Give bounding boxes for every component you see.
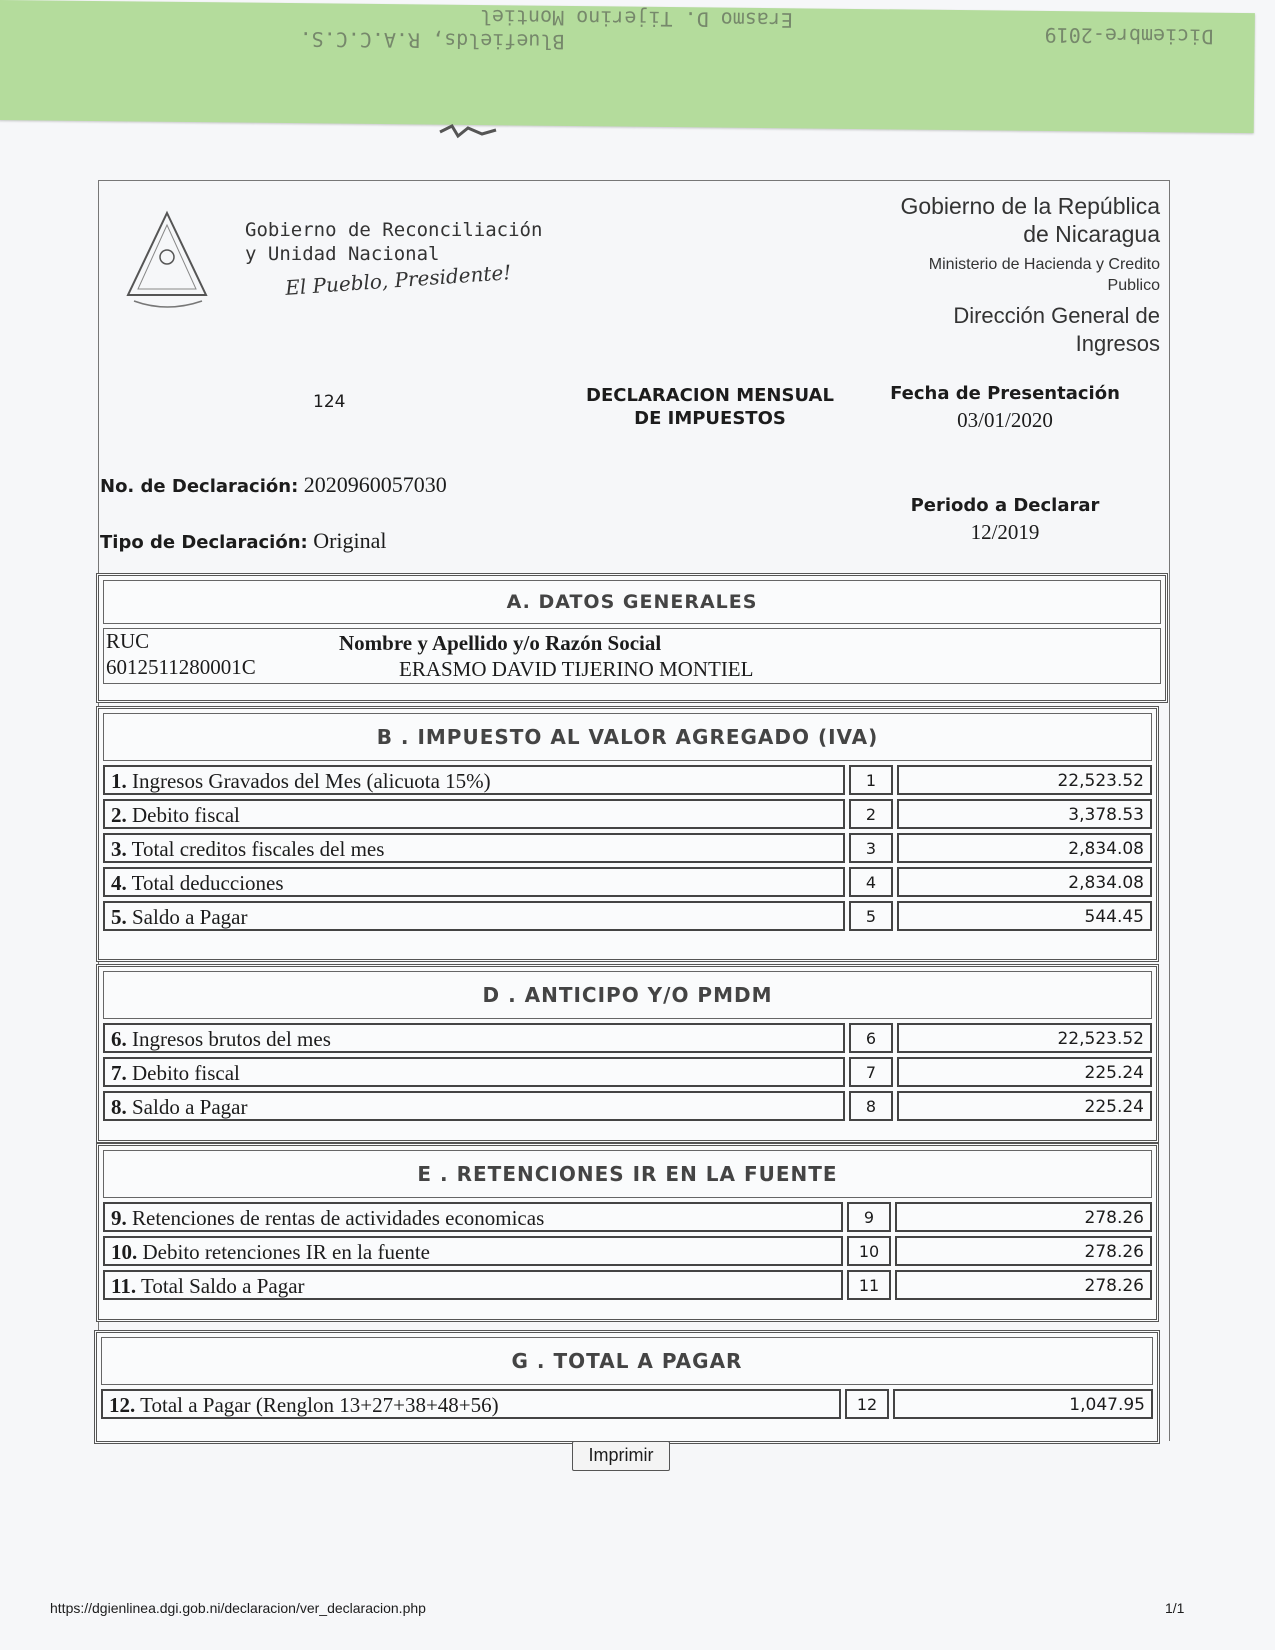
footer-url: https://dgienlinea.dgi.gob.ni/declaracion/ver_declaracion.php xyxy=(50,1600,426,1616)
amount-cell: 2,834.08 xyxy=(897,867,1152,897)
row-label xyxy=(103,867,845,897)
line-number: 3 xyxy=(849,833,893,863)
row-label xyxy=(103,1202,843,1232)
declaration-type-label: Tipo de Declaración: xyxy=(100,532,308,553)
section-title: E . RETENCIONES IR EN LA FUENTE xyxy=(103,1150,1152,1198)
row-text: Saldo a Pagar xyxy=(132,905,248,929)
amount-cell: 22,523.52 xyxy=(897,1023,1152,1053)
declaration-number xyxy=(100,472,447,498)
bleedthrough-text: Diciembre-2019 xyxy=(1044,22,1214,49)
datos-grid xyxy=(103,628,1161,684)
declared-period-label: Periodo a Declarar xyxy=(910,495,1100,516)
amount-cell: 1,047.95 xyxy=(893,1389,1153,1419)
row-number: 11. xyxy=(111,1274,137,1298)
row-number: 10. xyxy=(111,1240,138,1264)
ministry-line: Publico xyxy=(1107,277,1160,294)
table-row xyxy=(103,799,1152,829)
row-number: 12. xyxy=(109,1393,136,1417)
row-number: 8. xyxy=(111,1095,127,1119)
dgi-line: Dirección General de xyxy=(953,303,1160,328)
line-number: 5 xyxy=(849,901,893,931)
declared-period xyxy=(880,495,1130,545)
staple-icon xyxy=(438,122,498,140)
declaration-number-label: No. de Declaración: xyxy=(100,476,299,497)
issuer-header xyxy=(900,192,1160,358)
row-label xyxy=(103,1091,845,1121)
republic-line: Gobierno de la República xyxy=(900,193,1160,219)
row-number: 6. xyxy=(111,1027,127,1051)
row-number: 4. xyxy=(111,871,127,895)
section-iva xyxy=(96,706,1159,962)
attached-receipt-slip xyxy=(0,0,1255,133)
table-row xyxy=(101,1389,1153,1419)
declaration-type xyxy=(100,528,387,554)
row-text: Total a Pagar (Renglon 13+27+38+48+56) xyxy=(140,1393,499,1417)
amount-cell: 278.26 xyxy=(895,1236,1152,1266)
declared-period-value: 12/2019 xyxy=(970,520,1040,544)
row-text: Debito retenciones IR en la fuente xyxy=(142,1240,430,1264)
row-label xyxy=(103,1236,843,1266)
table-row xyxy=(103,1023,1152,1053)
amount-cell: 278.26 xyxy=(895,1202,1152,1232)
ministry-line: Ministerio de Hacienda y Credito xyxy=(928,256,1160,273)
line-number: 1 xyxy=(849,765,893,795)
section-datos-generales xyxy=(96,573,1168,703)
line-number: 10 xyxy=(847,1236,891,1266)
table-row xyxy=(103,867,1152,897)
submission-date-value: 03/01/2020 xyxy=(957,408,1053,432)
row-text: Total Saldo a Pagar xyxy=(140,1274,305,1298)
row-number: 2. xyxy=(111,803,127,827)
row-number: 5. xyxy=(111,905,127,929)
republic-line: de Nicaragua xyxy=(1023,221,1160,247)
table-row xyxy=(103,1091,1152,1121)
amount-cell: 278.26 xyxy=(895,1270,1152,1300)
section-anticipo xyxy=(96,964,1159,1143)
gov-line: Gobierno de Reconciliación xyxy=(245,219,543,241)
amount-cell: 3,378.53 xyxy=(897,799,1152,829)
row-text: Debito fiscal xyxy=(132,803,240,827)
section-retenciones xyxy=(96,1143,1159,1322)
line-number: 7 xyxy=(849,1057,893,1087)
row-label xyxy=(103,1270,843,1300)
name-label: Nombre y Apellido y/o Razón Social xyxy=(339,631,662,655)
declaration-type-value: Original xyxy=(313,528,387,553)
row-label xyxy=(101,1389,841,1419)
row-number: 7. xyxy=(111,1061,127,1085)
name-value: ERASMO DAVID TIJERINO MONTIEL xyxy=(399,657,754,681)
ruc-label: RUC xyxy=(106,629,150,653)
row-label xyxy=(103,799,845,829)
ruc-value: 6012511280001C xyxy=(106,655,256,679)
line-number: 2 xyxy=(849,799,893,829)
row-number: 1. xyxy=(111,769,127,793)
row-label xyxy=(103,833,845,863)
bleedthrough-text: Erasmo D. Tijerino Montiel xyxy=(479,5,794,33)
table-row xyxy=(103,1202,1152,1232)
form-title-line: DE IMPUESTOS xyxy=(634,408,786,429)
declaration-number-value: 2020960057030 xyxy=(303,472,447,497)
row-text: Ingresos brutos del mes xyxy=(132,1027,331,1051)
amount-cell: 22,523.52 xyxy=(897,765,1152,795)
section-title: B . IMPUESTO AL VALOR AGREGADO (IVA) xyxy=(103,713,1152,761)
form-code: 124 xyxy=(313,392,346,412)
line-number: 11 xyxy=(847,1270,891,1300)
line-number: 12 xyxy=(845,1389,889,1419)
bleedthrough-text: Bluefields, R.A.C.C.S. xyxy=(299,27,565,54)
table-row xyxy=(103,1236,1152,1266)
section-total xyxy=(94,1330,1160,1444)
line-number: 4 xyxy=(849,867,893,897)
table-row xyxy=(103,1270,1152,1300)
row-label xyxy=(103,1057,845,1087)
table-row xyxy=(103,833,1152,863)
table-row xyxy=(103,765,1152,795)
section-title: D . ANTICIPO Y/O PMDM xyxy=(103,971,1152,1019)
row-label xyxy=(103,901,845,931)
row-label xyxy=(103,765,845,795)
amount-cell: 544.45 xyxy=(897,901,1152,931)
row-number: 9. xyxy=(111,1206,127,1230)
government-emblem-icon xyxy=(120,205,215,315)
amount-cell: 225.24 xyxy=(897,1057,1152,1087)
form-title-line: DECLARACION MENSUAL xyxy=(586,385,834,406)
line-number: 8 xyxy=(849,1091,893,1121)
government-name xyxy=(245,218,542,266)
row-number: 3. xyxy=(111,837,127,861)
row-text: Total creditos fiscales del mes xyxy=(131,837,385,861)
row-text: Retenciones de rentas de actividades economicas xyxy=(132,1206,545,1230)
submission-date xyxy=(880,383,1130,433)
amount-cell: 225.24 xyxy=(897,1091,1152,1121)
section-title: G . TOTAL A PAGAR xyxy=(101,1337,1153,1385)
row-label xyxy=(103,1023,845,1053)
table-row xyxy=(103,1057,1152,1087)
print-button[interactable]: Imprimir xyxy=(572,1441,670,1471)
table-row xyxy=(103,901,1152,931)
line-number: 6 xyxy=(849,1023,893,1053)
dgi-line: Ingresos xyxy=(1075,331,1160,356)
handwritten-slogan: El Pueblo, Presidente! xyxy=(284,260,512,300)
line-number: 9 xyxy=(847,1202,891,1232)
footer-page-number: 1/1 xyxy=(1165,1600,1185,1616)
row-text: Total deducciones xyxy=(131,871,284,895)
submission-date-label: Fecha de Presentación xyxy=(890,383,1120,404)
section-title: A. DATOS GENERALES xyxy=(103,580,1161,624)
row-text: Debito fiscal xyxy=(132,1061,240,1085)
row-text: Ingresos Gravados del Mes (alicuota 15%) xyxy=(132,769,491,793)
form-title xyxy=(570,384,850,430)
amount-cell: 2,834.08 xyxy=(897,833,1152,863)
gov-line: y Unidad Nacional xyxy=(245,243,440,265)
row-text: Saldo a Pagar xyxy=(132,1095,248,1119)
